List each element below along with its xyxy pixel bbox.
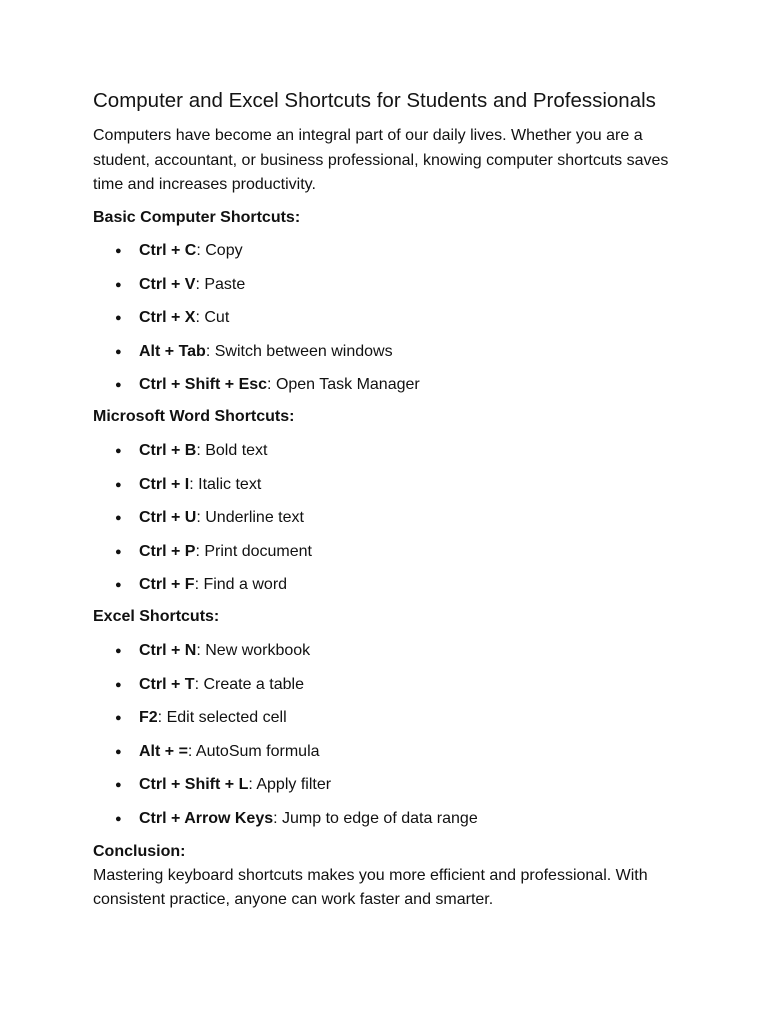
- shortcut-keys: Ctrl + X: [139, 309, 196, 327]
- shortcut-list: [93, 639, 693, 831]
- list-item: [93, 807, 693, 831]
- shortcut-description: : Underline text: [196, 509, 304, 527]
- conclusion-section: [93, 840, 693, 912]
- document-content: [93, 86, 693, 912]
- list-item: [93, 573, 693, 597]
- shortcut-list: [93, 239, 693, 397]
- list-item: [93, 706, 693, 730]
- list-item: [93, 439, 693, 463]
- shortcut-keys: Ctrl + Shift + Esc: [139, 376, 268, 394]
- bullet-icon: ●: [115, 545, 122, 558]
- shortcut-keys: Ctrl + I: [139, 475, 190, 493]
- list-item: [93, 306, 693, 330]
- bullet-icon: ●: [115, 645, 122, 658]
- shortcut-keys: Ctrl + U: [139, 509, 197, 527]
- section-microsoft-word: [93, 405, 693, 597]
- shortcut-keys: Ctrl + F: [139, 576, 195, 594]
- shortcut-description: : Find a word: [194, 576, 288, 594]
- shortcut-keys: Ctrl + B: [139, 442, 197, 460]
- bullet-icon: ●: [115, 345, 122, 358]
- list-item: [93, 540, 693, 564]
- shortcut-keys: Ctrl + P: [139, 542, 196, 560]
- shortcut-keys: Ctrl + C: [139, 242, 197, 260]
- list-item: [93, 239, 693, 263]
- shortcut-description: : Italic text: [189, 475, 262, 493]
- list-item: [93, 340, 693, 364]
- shortcut-description: : AutoSum formula: [187, 742, 320, 760]
- shortcut-keys: Ctrl + N: [139, 642, 197, 660]
- section-basic-computer: [93, 206, 693, 398]
- shortcut-description: : New workbook: [196, 642, 311, 660]
- bullet-icon: ●: [115, 445, 122, 458]
- shortcut-description: : Print document: [195, 542, 312, 560]
- conclusion-heading: Conclusion:: [93, 843, 186, 860]
- shortcut-keys: F2: [139, 709, 158, 727]
- conclusion-paragraph: Mastering keyboard shortcuts makes you more efficient and professional. With consistent practice, anyone can work faster and smarter.: [93, 867, 648, 908]
- shortcut-keys: Ctrl + T: [139, 675, 195, 693]
- section-heading: Basic Computer Shortcuts:: [93, 208, 301, 226]
- list-item: [93, 506, 693, 530]
- list-item: [93, 373, 693, 397]
- shortcut-description: : Paste: [195, 275, 246, 293]
- bullet-icon: ●: [115, 678, 122, 691]
- shortcut-description: : Apply filter: [248, 776, 332, 794]
- list-item: [93, 473, 693, 497]
- shortcut-description: : Open Task Manager: [267, 376, 420, 394]
- shortcut-keys: Alt + =: [139, 742, 188, 760]
- list-item: [93, 740, 693, 764]
- document-title: Computer and Excel Shortcuts for Students and Professionals: [93, 89, 656, 112]
- bullet-icon: ●: [115, 779, 122, 792]
- section-heading: Excel Shortcuts:: [93, 608, 220, 626]
- shortcut-list: [93, 439, 693, 597]
- shortcut-description: : Switch between windows: [205, 342, 393, 360]
- list-item: [93, 273, 693, 297]
- shortcut-description: : Jump to edge of data range: [273, 810, 478, 827]
- shortcut-keys: Ctrl + Arrow Keys: [139, 810, 274, 827]
- bullet-icon: ●: [115, 245, 122, 258]
- list-item: [93, 673, 693, 697]
- bullet-icon: ●: [115, 512, 122, 525]
- intro-paragraph: Computers have become an integral part of our daily lives. Whether you are a student, accountant, or business professional, knowing computer shortcuts saves time and increases productivity.: [93, 127, 669, 193]
- shortcut-description: : Bold text: [196, 442, 268, 460]
- shortcut-keys: Ctrl + Shift + L: [139, 776, 249, 794]
- shortcut-description: : Copy: [196, 242, 243, 260]
- bullet-icon: ●: [115, 312, 122, 325]
- shortcut-keys: Alt + Tab: [139, 342, 206, 360]
- shortcut-description: : Edit selected cell: [157, 709, 287, 727]
- bullet-icon: ●: [115, 745, 122, 758]
- section-heading: Microsoft Word Shortcuts:: [93, 408, 295, 426]
- bullet-icon: ●: [115, 379, 122, 392]
- section-excel: [93, 605, 693, 831]
- shortcut-description: : Create a table: [194, 675, 304, 693]
- list-item: [93, 639, 693, 663]
- shortcut-keys: Ctrl + V: [139, 275, 196, 293]
- bullet-icon: ●: [115, 579, 122, 592]
- list-item: [93, 773, 693, 797]
- bullet-icon: ●: [115, 478, 122, 491]
- bullet-icon: ●: [115, 813, 122, 825]
- bullet-icon: ●: [115, 712, 122, 725]
- bullet-icon: ●: [115, 278, 122, 291]
- shortcut-description: : Cut: [195, 309, 230, 327]
